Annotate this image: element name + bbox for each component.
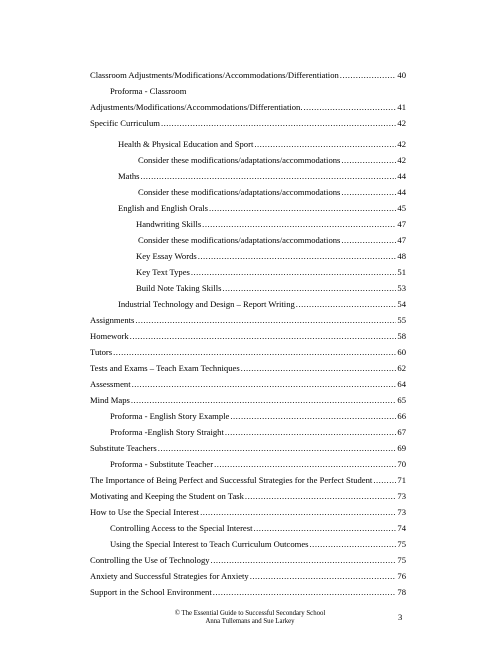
dot-leader (191, 267, 397, 277)
toc-entry-page: 64 (397, 379, 406, 389)
toc-entry[interactable] (90, 235, 406, 245)
dot-leader (341, 187, 396, 197)
footer-authors: Anna Tullemans and Sue Larkey (205, 618, 295, 625)
toc-entry-title-continued: Adjustments/Modifications/Accommodations/Differentiation. (90, 102, 303, 112)
toc-entry-page: 75 (397, 555, 406, 565)
toc-entry-title: English and English Orals (118, 203, 208, 213)
dot-leader (213, 587, 397, 597)
toc-entry[interactable] (90, 411, 406, 421)
toc-entry-title: Assessment (90, 379, 131, 389)
toc-entry-page: 66 (397, 411, 406, 421)
toc-entry-title: Support in the School Environment (90, 587, 212, 597)
toc-entry-page: 73 (397, 507, 406, 517)
toc-entry-page: 70 (397, 459, 406, 469)
toc-entry-page: 47 (397, 235, 406, 245)
toc-entry-page: 42 (397, 155, 406, 165)
dot-leader (161, 118, 396, 128)
toc-entry-page: 42 (397, 118, 406, 128)
dot-leader (310, 539, 397, 549)
toc-entry-page: 73 (397, 491, 406, 501)
dot-leader (214, 459, 396, 469)
toc-entry-page: 65 (397, 395, 406, 405)
dot-leader (113, 347, 396, 357)
toc-entry-title: Maths (118, 171, 140, 181)
dot-leader (135, 315, 396, 325)
dot-leader (131, 395, 397, 405)
toc-entry-page: 40 (397, 70, 406, 80)
toc-entry[interactable] (90, 219, 406, 229)
dot-leader (254, 139, 396, 149)
toc-entry[interactable] (90, 571, 406, 581)
toc-entry[interactable] (90, 155, 406, 165)
toc-entry-title: Tutors (90, 347, 113, 357)
toc-entry-title: Build Note Taking Skills (136, 283, 222, 293)
page-footer (0, 610, 500, 626)
toc-entry-title: Anxiety and Successful Strategies for Anxiety (90, 571, 249, 581)
dot-leader (341, 155, 396, 165)
toc-entry[interactable] (90, 491, 406, 501)
toc-entry-title: Substitute Teachers (90, 443, 157, 453)
toc-entry[interactable] (90, 475, 406, 485)
page-number: 3 (398, 612, 403, 622)
dot-leader (140, 171, 396, 181)
toc-entry[interactable] (90, 171, 406, 181)
toc-entry-page: 54 (397, 299, 406, 309)
toc-entry-title: The Importance of Being Perfect and Successful Strategies for the Perfect Student (90, 475, 373, 485)
toc-entry-title: Proforma -English Story Straight (110, 427, 224, 437)
dot-leader (230, 411, 396, 421)
toc-entry-title: Classroom Adjustments/Modifications/Accommodations/Differentiation (90, 70, 339, 80)
toc-entry-title: Using the Special Interest to Teach Curriculum Outcomes (110, 539, 309, 549)
toc-entry[interactable] (90, 459, 406, 469)
toc-entry-title: Key Essay Words (136, 251, 197, 261)
toc-entry[interactable] (90, 315, 406, 325)
dot-leader (341, 235, 396, 245)
toc-entry[interactable] (90, 299, 406, 309)
dot-leader (202, 219, 396, 229)
dot-leader (132, 379, 397, 389)
toc-entry[interactable] (90, 395, 406, 405)
dot-leader (130, 331, 397, 341)
toc-entry-title: How to Use the Special Interest (90, 507, 200, 517)
toc-entry-title: Proforma - Substitute Teacher (110, 459, 214, 469)
toc-entry-page: 45 (397, 203, 406, 213)
toc-entry-title: Consider these modifications/adaptations/accommodations (138, 155, 341, 165)
toc-entry[interactable] (90, 379, 406, 389)
toc-entry-page: 53 (397, 283, 406, 293)
toc-entry-page: 58 (397, 331, 406, 341)
toc-entry-title: Motivating and Keeping the Student on Task (90, 491, 244, 501)
toc-entry[interactable] (90, 283, 406, 293)
dot-leader (340, 70, 397, 80)
toc-entry-page: 67 (397, 427, 406, 437)
toc-entry-page: 62 (397, 363, 406, 373)
toc-entry[interactable] (90, 70, 406, 80)
toc-entry-page: 41 (397, 102, 406, 112)
toc-entry[interactable] (90, 331, 406, 341)
toc-entry-title: Controlling the Use of Technology (90, 555, 210, 565)
dot-leader (245, 491, 396, 501)
toc-entry-title: Handwriting Skills (136, 219, 202, 229)
dot-leader (253, 523, 396, 533)
toc-entry[interactable] (90, 555, 406, 565)
toc-entry-title: Assignments (90, 315, 135, 325)
toc-entry[interactable] (90, 347, 406, 357)
toc-entry[interactable] (90, 427, 406, 437)
toc-entry-page: 69 (397, 443, 406, 453)
toc-entry-title: Controlling Access to the Special Interest (110, 523, 253, 533)
dot-leader (211, 555, 397, 565)
dot-leader (296, 299, 397, 309)
footer-copyright: © The Essential Guide to Successful Secondary School (174, 610, 326, 617)
toc-entry-page: 48 (397, 251, 406, 261)
toc-entry[interactable] (90, 507, 406, 517)
dot-leader (225, 427, 397, 437)
toc-entry[interactable] (90, 443, 406, 453)
toc-entry-page: 75 (397, 539, 406, 549)
toc-entry[interactable] (90, 251, 406, 261)
toc-entry-title: Homework (90, 331, 129, 341)
toc-entry-page: 74 (397, 523, 406, 533)
toc-entry-page: 44 (397, 187, 406, 197)
toc-entry[interactable] (90, 139, 406, 149)
table-of-contents (90, 70, 406, 597)
toc-entry[interactable] (90, 587, 406, 597)
toc-entry-title: Specific Curriculum (90, 118, 160, 128)
toc-entry-title: Industrial Technology and Design – Report Writing (118, 299, 295, 309)
toc-entry-page: 71 (397, 475, 406, 485)
toc-entry[interactable] (90, 267, 406, 277)
toc-entry-title: Tests and Exams – Teach Exam Techniques (90, 363, 240, 373)
toc-entry-title: Consider these modifications/adaptations/accommodations (138, 187, 341, 197)
dot-leader (373, 475, 396, 485)
toc-entry-page: 47 (397, 219, 406, 229)
dot-leader (200, 507, 396, 517)
dot-leader (250, 571, 397, 581)
toc-entry[interactable] (90, 187, 406, 197)
toc-entry-page: 60 (397, 347, 406, 357)
toc-entry[interactable] (90, 539, 406, 549)
toc-entry-title: Proforma - English Story Example (110, 411, 230, 421)
toc-entry[interactable] (90, 523, 406, 533)
toc-entry[interactable] (90, 86, 406, 112)
toc-entry-page: 76 (397, 571, 406, 581)
toc-entry-page: 42 (397, 139, 406, 149)
toc-entry-page: 51 (397, 267, 406, 277)
dot-leader (209, 203, 396, 213)
dot-leader (304, 102, 397, 112)
toc-entry[interactable] (90, 118, 406, 128)
dot-leader (158, 443, 397, 453)
toc-entry[interactable] (90, 203, 406, 213)
toc-entry-page: 44 (397, 171, 406, 181)
toc-entry-title: Health & Physical Education and Sport (118, 139, 254, 149)
toc-entry-title: Proforma - Classroom (110, 86, 187, 96)
toc-entry-title: Key Text Types (136, 267, 190, 277)
toc-entry-page: 78 (397, 587, 406, 597)
dot-leader (198, 251, 397, 261)
toc-entry-title: Consider these modifications/adaptations/accommodations (138, 235, 341, 245)
dot-leader (241, 363, 397, 373)
toc-entry-title: Mind Maps (90, 395, 130, 405)
toc-entry-page: 55 (397, 315, 406, 325)
dot-leader (222, 283, 396, 293)
toc-entry[interactable] (90, 363, 406, 373)
